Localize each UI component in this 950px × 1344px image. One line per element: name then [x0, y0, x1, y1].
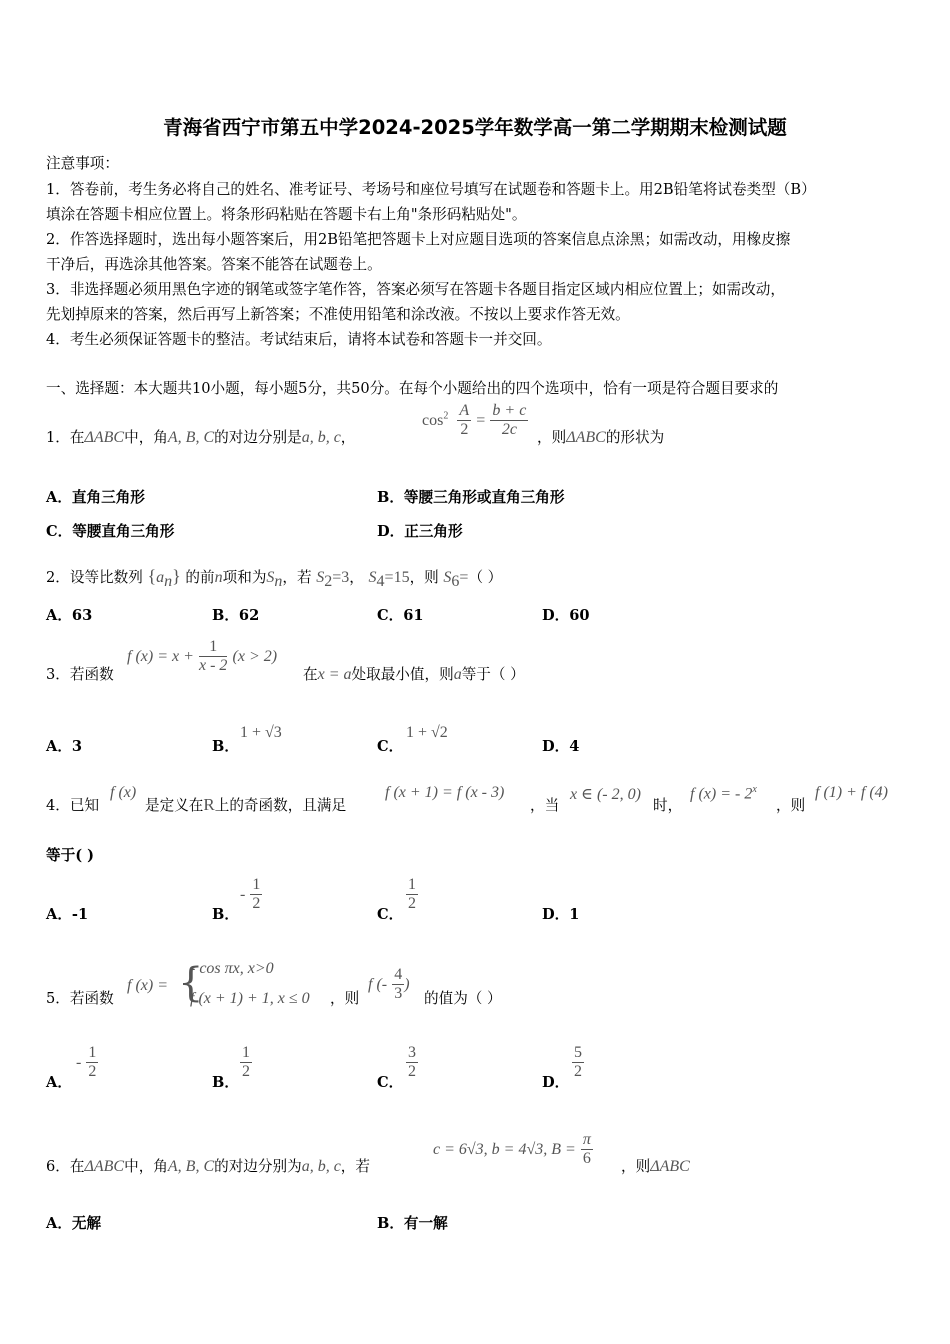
- question-4: 4．已知: [46, 797, 100, 814]
- q4-domain: x ∈ (- 2, 0): [570, 786, 641, 803]
- q4-text: 是定义在R上的奇函数，且满足: [145, 795, 347, 814]
- notice-line: 干净后，再选涂其他答案。答案不能答在试题卷上。: [46, 256, 382, 273]
- q2-option-d[interactable]: D．60: [542, 607, 590, 624]
- question-3: 3．若函数: [46, 666, 114, 683]
- q5-value: f (- $\frac{4}{3}$ ): [368, 966, 410, 1002]
- q5-option-d[interactable]: D．: [542, 1074, 570, 1091]
- q4-fx: f (x): [110, 784, 137, 801]
- q4-definition: f (x) = - 2$^x$: [690, 784, 757, 803]
- question-6: 6．在ΔABC中，角A, B, C的对边分别为a, b, c，若: [46, 1158, 370, 1175]
- q3-option-d[interactable]: D．4: [542, 738, 580, 755]
- q4-equals: 等于( ): [46, 847, 95, 864]
- page-title: 青海省西宁市第五中学2024-2025学年数学高一第二学期期末检测试题: [163, 116, 787, 139]
- notice-line: 2．作答选择题时，选出每小题答案后，用2B铅笔把答题卡上对应题目选项的答案信息点涂黑；如需改动，用橡皮擦: [46, 231, 791, 248]
- q4-option-a[interactable]: A．-1: [46, 906, 89, 923]
- q3-option-b[interactable]: B．: [212, 738, 239, 755]
- q5-case-1: - cos πx, x>0: [190, 960, 274, 977]
- q5-option-c-frac: $\frac{3}{2}$: [408, 1044, 416, 1080]
- q6-condition: c = 6√3, b = 4√3, B = $\frac{\pi}{6}$: [433, 1131, 591, 1167]
- q6-tail: ，则ΔABC: [621, 1158, 690, 1175]
- notice-line: 1．答卷前，考生务必将自己的姓名、准考证号、考场号和座位号填写在试题卷和答题卡上。用2B铅笔将试卷类型（B）: [46, 181, 816, 198]
- q3-option-c[interactable]: C．: [377, 738, 404, 755]
- q1-formula: $\cos^2$ $\frac{A}{2}$ = $\frac{b + c}{2c}$: [422, 402, 527, 438]
- q4-sum: f (1) + f (4): [815, 784, 888, 801]
- q5-fx: f (x) =: [127, 977, 168, 994]
- q1-option-b[interactable]: B．等腰三角形或直角三角形: [377, 489, 565, 506]
- question-1: 1．在ΔABC中，角A, B, C的对边分别是a, b, c，: [46, 429, 356, 446]
- q3-option-c-expr: 1 + √2: [406, 724, 448, 741]
- q5-then: ，则: [330, 990, 360, 1007]
- q1-option-d[interactable]: D．正三角形: [377, 523, 463, 540]
- q4-equation: f (x + 1) = f (x - 3): [385, 784, 505, 801]
- notice-line: 3．非选择题必须用黑色字迹的钢笔或签字笔作答，答案必须写在答题卡各题目指定区域内相应位置上；如需改动，: [46, 281, 785, 298]
- q3-tail: 在x = a处取最小值，则a等于（ ）: [303, 666, 525, 683]
- q4-option-d[interactable]: D．1: [542, 906, 580, 923]
- q6-option-b[interactable]: B．有一解: [377, 1215, 448, 1232]
- q5-option-b[interactable]: B．: [212, 1074, 239, 1091]
- q4-option-b-frac: - $\frac{1}{2}$: [240, 876, 261, 912]
- notice-line: 先划掉原来的答案，然后再写上新答案；不准使用铅笔和涂改液。不按以上要求作答无效。: [46, 306, 630, 323]
- question-5: 5．若函数: [46, 990, 114, 1007]
- q5-option-d-frac: $\frac{5}{2}$: [574, 1044, 582, 1080]
- q5-option-a[interactable]: A．: [46, 1074, 72, 1091]
- q4-time: 时，: [653, 797, 683, 814]
- notice-line: 填涂在答题卡相应位置上。将条形码粘贴在答题卡右上角"条形码粘贴处"。: [46, 206, 527, 223]
- q4-option-b[interactable]: B．: [212, 906, 239, 923]
- q4-option-c[interactable]: C．: [377, 906, 404, 923]
- q3-option-b-expr: 1 + √3: [240, 724, 282, 741]
- section-heading: 一、选择题：本大题共10小题，每小题5分，共50分。在每个小题给出的四个选项中，恰有一项是符合题目要求的: [46, 380, 779, 397]
- q5-option-a-frac: - $\frac{1}{2}$: [76, 1044, 97, 1080]
- q5-case-2: f (x + 1) + 1, x ≤ 0: [190, 990, 310, 1007]
- q4-when: ，当: [530, 797, 560, 814]
- q3-option-a[interactable]: A．3: [46, 738, 83, 755]
- q4-option-c-frac: $\frac{1}{2}$: [408, 876, 416, 912]
- q1-tail: ，则ΔABC的形状为: [537, 429, 665, 446]
- question-2: 2．设等比数列 $\{a_n\}$ 的前n项和为$S_n$，若 $S_2=3$， $S_4=15$，则 $S_6=$（ ）: [46, 566, 503, 590]
- q5-option-b-frac: $\frac{1}{2}$: [242, 1044, 250, 1080]
- q6-option-a[interactable]: A．无解: [46, 1215, 102, 1232]
- q5-option-c[interactable]: C．: [377, 1074, 404, 1091]
- q2-option-b[interactable]: B．62: [212, 607, 260, 624]
- q2-option-a[interactable]: A．63: [46, 607, 93, 624]
- q1-option-a[interactable]: A．直角三角形: [46, 489, 145, 506]
- q1-option-c[interactable]: C．等腰直角三角形: [46, 523, 175, 540]
- q5-tail: 的值为（ ）: [424, 990, 502, 1007]
- notice-line: 4．考生必须保证答题卡的整洁。考试结束后，请将本试卷和答题卡一并交回。: [46, 331, 552, 348]
- notice-heading: 注意事项：: [46, 155, 119, 172]
- q5-brace: {: [178, 960, 204, 1006]
- q2-option-c[interactable]: C．61: [377, 607, 424, 624]
- q4-then: ，则: [776, 797, 806, 814]
- q3-formula: f (x) = x + $\frac{1}{x - 2}$ (x > 2): [127, 638, 278, 674]
